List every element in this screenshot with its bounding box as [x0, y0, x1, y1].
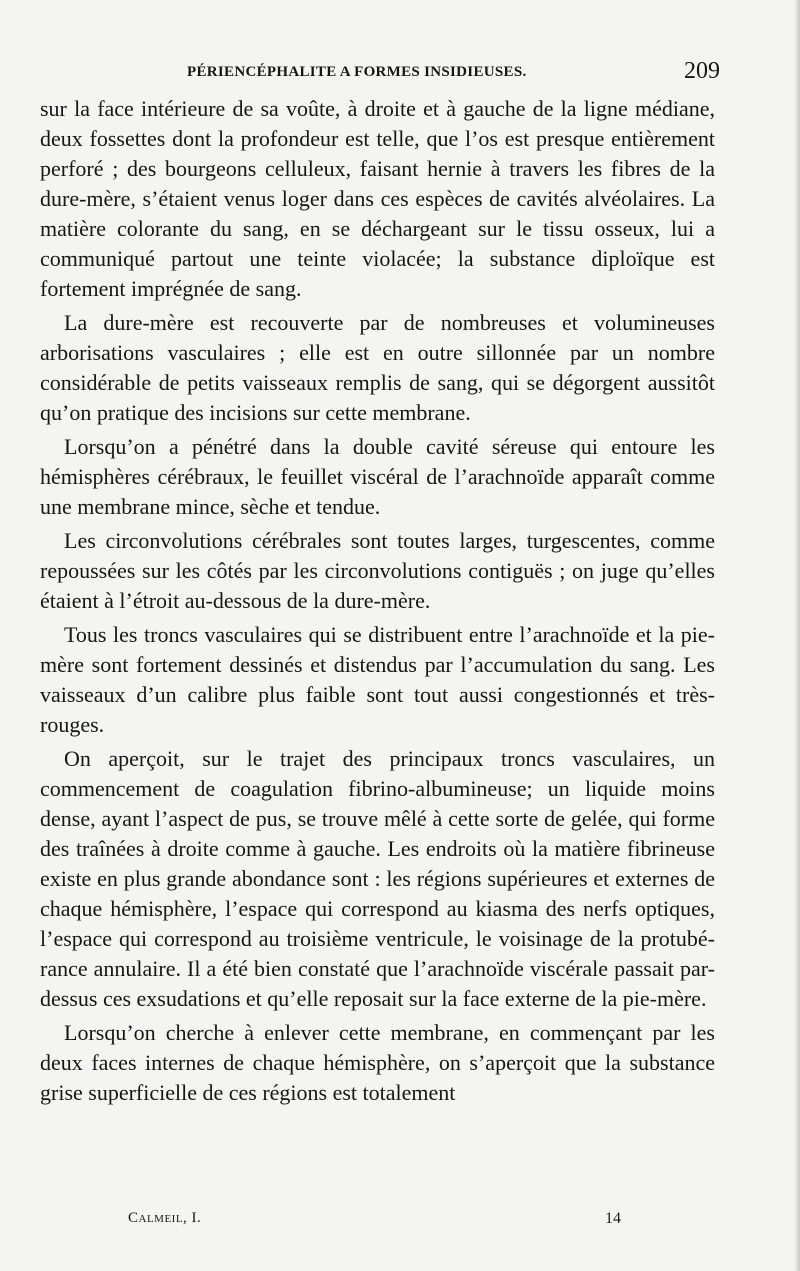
page-edge: [794, 0, 800, 1271]
signature-mark: Calmeil, I.: [128, 1210, 202, 1226]
paragraph-continuation: sur la face intérieure de sa voûte, à droite et à gauche de la ligne médiane, deux fossettes dont la profondeur est telle, que l’os est presque entièrement perforé ; des bourgeons celluleux, faisant hernie à travers les fibres de la dure-mère, s’étaient venus loger dans ces espèces de cavités alvéolaires. La matière colorante du sang, en se déchargeant sur le tissu osseux, lui a communiqué partout une teinte violacée; la substance diploïque est fortement imprégnée de sang.: [40, 96, 715, 301]
paragraph: Lorsqu’on cherche à enlever cette membrane, en commençant par les deux faces internes de chaque hémisphère, on s’aperçoit que la substance grise superficielle de ces régions est totalement: [40, 1020, 715, 1105]
paragraph: Lorsqu’on a pénétré dans la double cavité séreuse qui entoure les hémisphères cérébraux, le feuillet viscéral de l’arachnoïde apparaît comme une membrane mince, sèche et tendue.: [40, 434, 715, 519]
paragraph: Tous les troncs vasculaires qui se distribuent entre l’arachnoïde et la pie-mère sont fortement dessinés et distendus par l’accumulation du sang. Les vaisseaux d’un calibre plus faible sont tout aussi congestionnés et très-rouges.: [40, 622, 715, 737]
running-title: PÉRIENCÉPHALITE A FORMES INSIDIEUSES.: [187, 64, 527, 80]
sheet-number: 14: [605, 1210, 621, 1227]
paragraph: La dure-mère est recouverte par de nombreuses et volumineuses arborisations vasculaires ; elle est en outre sillonnée par un nombre considérable de petits vaisseaux remplis de sang, qui se dégorgent aussitôt qu’on pratique des incisions sur cette membrane.: [40, 310, 715, 425]
page-number: 209: [684, 58, 720, 84]
paragraph: Les circonvolutions cérébrales sont toutes larges, turgescentes, comme repoussées sur les côtés par les circonvolutions contiguës ; on juge qu’elles étaient à l’étroit au-dessous de la dure-mère.: [40, 528, 715, 613]
paragraph: On aperçoit, sur le trajet des principaux troncs vasculaires, un commencement de coagulation fibrino-albumineuse; un liquide moins dense, ayant l’aspect de pus, se trouve mêlé à cette sorte de gelée, qui forme des traînées à droite comme à gauche. Les endroits où la matière fibrineuse existe en plus grande abondance sont : les régions supérieures et externes de chaque hémisphère, l’espace qui correspond au kiasma des nerfs optiques, l’espace qui correspond au troisième ventricule, le voisinage de la protubérance annulaire. Il a été bien constaté que l’arachnoïde viscérale passait par-dessus ces exsudations et qu’elle reposait sur la face externe de la pie-mère.: [40, 746, 715, 1011]
running-head: [40, 60, 720, 90]
body-text: [40, 94, 715, 1112]
page-footer: [40, 1210, 720, 1236]
